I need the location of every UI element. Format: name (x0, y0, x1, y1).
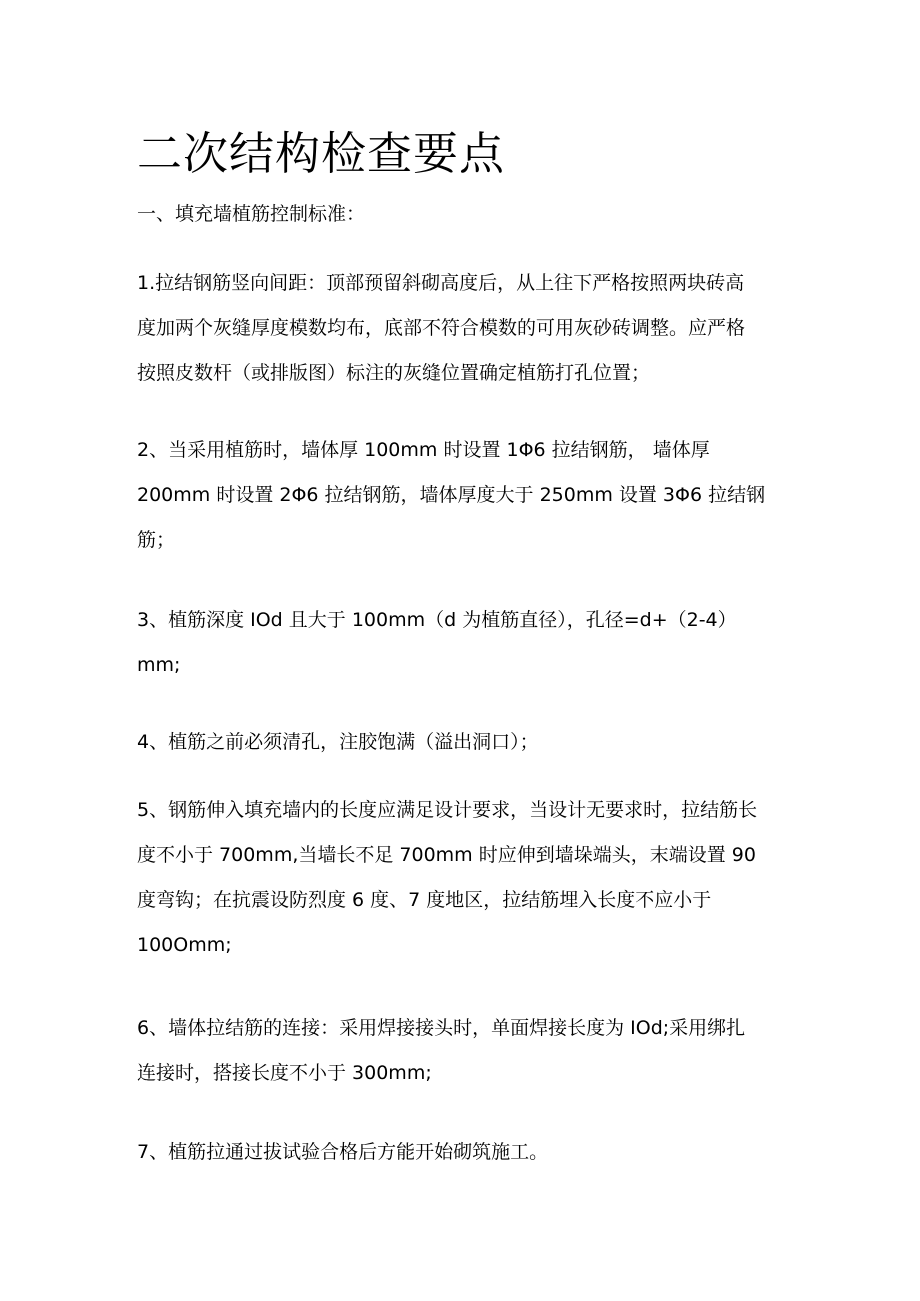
item-line: 1.拉结钢筋竖向间距：顶部预留斜砌高度后，从上往下严格按照两块砖高 (137, 272, 745, 294)
list-item (137, 788, 787, 968)
item-line: 连接时，搭接长度不小于 300mm; (137, 1062, 432, 1084)
item-line: 100Omm; (137, 934, 232, 956)
list-item (137, 720, 787, 765)
document-title: 二次结构检查要点 (137, 127, 506, 180)
section-heading: 一、填充墙植筋控制标准： (137, 203, 366, 225)
list-item (137, 428, 787, 563)
item-line: mm; (137, 654, 181, 676)
item-line: 2、当采用植筋时，墙体厚 100mm 时设置 1Φ6 拉结钢筋， 墙体厚 (137, 439, 710, 461)
item-line: 度加两个灰缝厚度模数均布，底部不符合模数的可用灰砂砖调整。应严格 (137, 317, 746, 339)
item-line: 度不小于 700mm,当墙长不足 700mm 时应伸到墙垛端头，末端设置 90 (137, 844, 756, 866)
item-line: 度弯钩；在抗震设防烈度 6 度、7 度地区，拉结筋埋入长度不应小于 (137, 889, 712, 911)
item-line: 按照皮数杆（或排版图）标注的灰缝位置确定植筋打孔位置； (137, 362, 651, 384)
list-item (137, 1006, 787, 1096)
item-line: 3、植筋深度 IOd 且大于 100mm（d 为植筋直径），孔径=d+（2-4） (137, 609, 737, 631)
item-line: 200mm 时设置 2Φ6 拉结钢筋，墙体厚度大于 250mm 设置 3Φ6 拉结钢 (137, 484, 766, 506)
list-item (137, 1130, 787, 1175)
item-line: 4、植筋之前必须清孔，注胶饱满（溢出洞口）； (137, 731, 539, 753)
item-line: 7、植筋拉通过拔试验合格后方能开始砌筑施工。 (137, 1141, 549, 1163)
list-item (137, 261, 787, 396)
item-line: 筋； (137, 529, 176, 551)
item-line: 5、钢筋伸入填充墙内的长度应满足设计要求，当设计无要求时，拉结筋长 (137, 799, 758, 821)
list-item (137, 598, 787, 688)
item-line: 6、墙体拉结筋的连接：采用焊接接头时，单面焊接长度为 IOd;采用绑扎 (137, 1017, 746, 1039)
